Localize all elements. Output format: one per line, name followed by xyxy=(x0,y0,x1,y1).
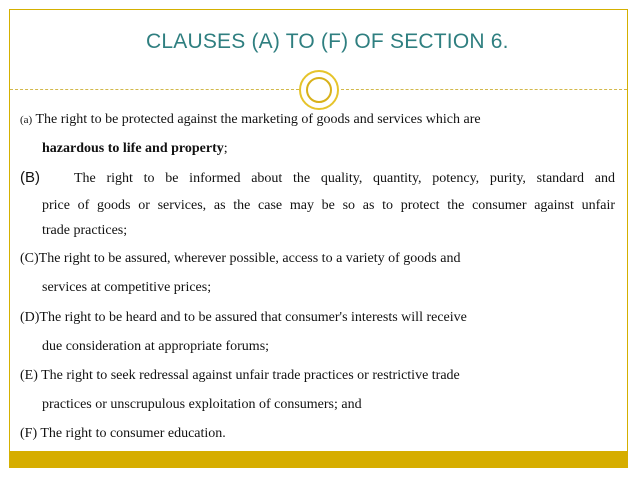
clause-e-line-1: (E) The right to seek redressal against unfair trade practices or restrictive trade xyxy=(20,368,460,383)
footer-accent-bar xyxy=(10,451,628,468)
slide-title: CLAUSES (A) TO (F) OF SECTION 6. xyxy=(146,30,509,53)
clause-c-line-2: services at competitive prices; xyxy=(42,280,212,295)
clause-a-line-2 xyxy=(42,140,228,158)
clause-d-line-2: due consideration at appropriate forums; xyxy=(42,339,270,354)
clause-d-line-1: (D)The right to be heard and to be assured that consumer's interests will receive xyxy=(20,310,467,325)
clause-b-text-line-1: The right to be informed about the quality, quantity, potency, purity, standard and xyxy=(74,171,615,186)
clause-a-marker: (a) xyxy=(20,114,33,126)
clause-b-text-line-2: price of goods or services, as the case may be so as to protect the consumer against unfair xyxy=(42,198,615,213)
circle-ornament-icon xyxy=(299,70,339,110)
clause-b-text-line-3: trade practices; xyxy=(42,223,128,238)
title-divider-left xyxy=(10,89,299,90)
clause-a-emphasis: hazardous to life and property xyxy=(42,141,224,156)
clause-e-line-2: practices or unscrupulous exploitation of consumers; and xyxy=(42,397,362,412)
clause-f-line-1: (F) The right to consumer education. xyxy=(20,426,226,441)
clause-b-line-1 xyxy=(20,169,40,188)
title-divider-right xyxy=(341,89,627,90)
clause-a-text: The right to be protected against the marketing of goods and services which are xyxy=(35,112,481,127)
clause-a-line-1 xyxy=(20,111,481,129)
clause-a-semicolon: ; xyxy=(223,141,228,156)
clause-c-line-1: (C)The right to be assured, wherever possible, access to a variety of goods and xyxy=(20,251,461,266)
clause-b-marker: (B) xyxy=(20,169,40,186)
